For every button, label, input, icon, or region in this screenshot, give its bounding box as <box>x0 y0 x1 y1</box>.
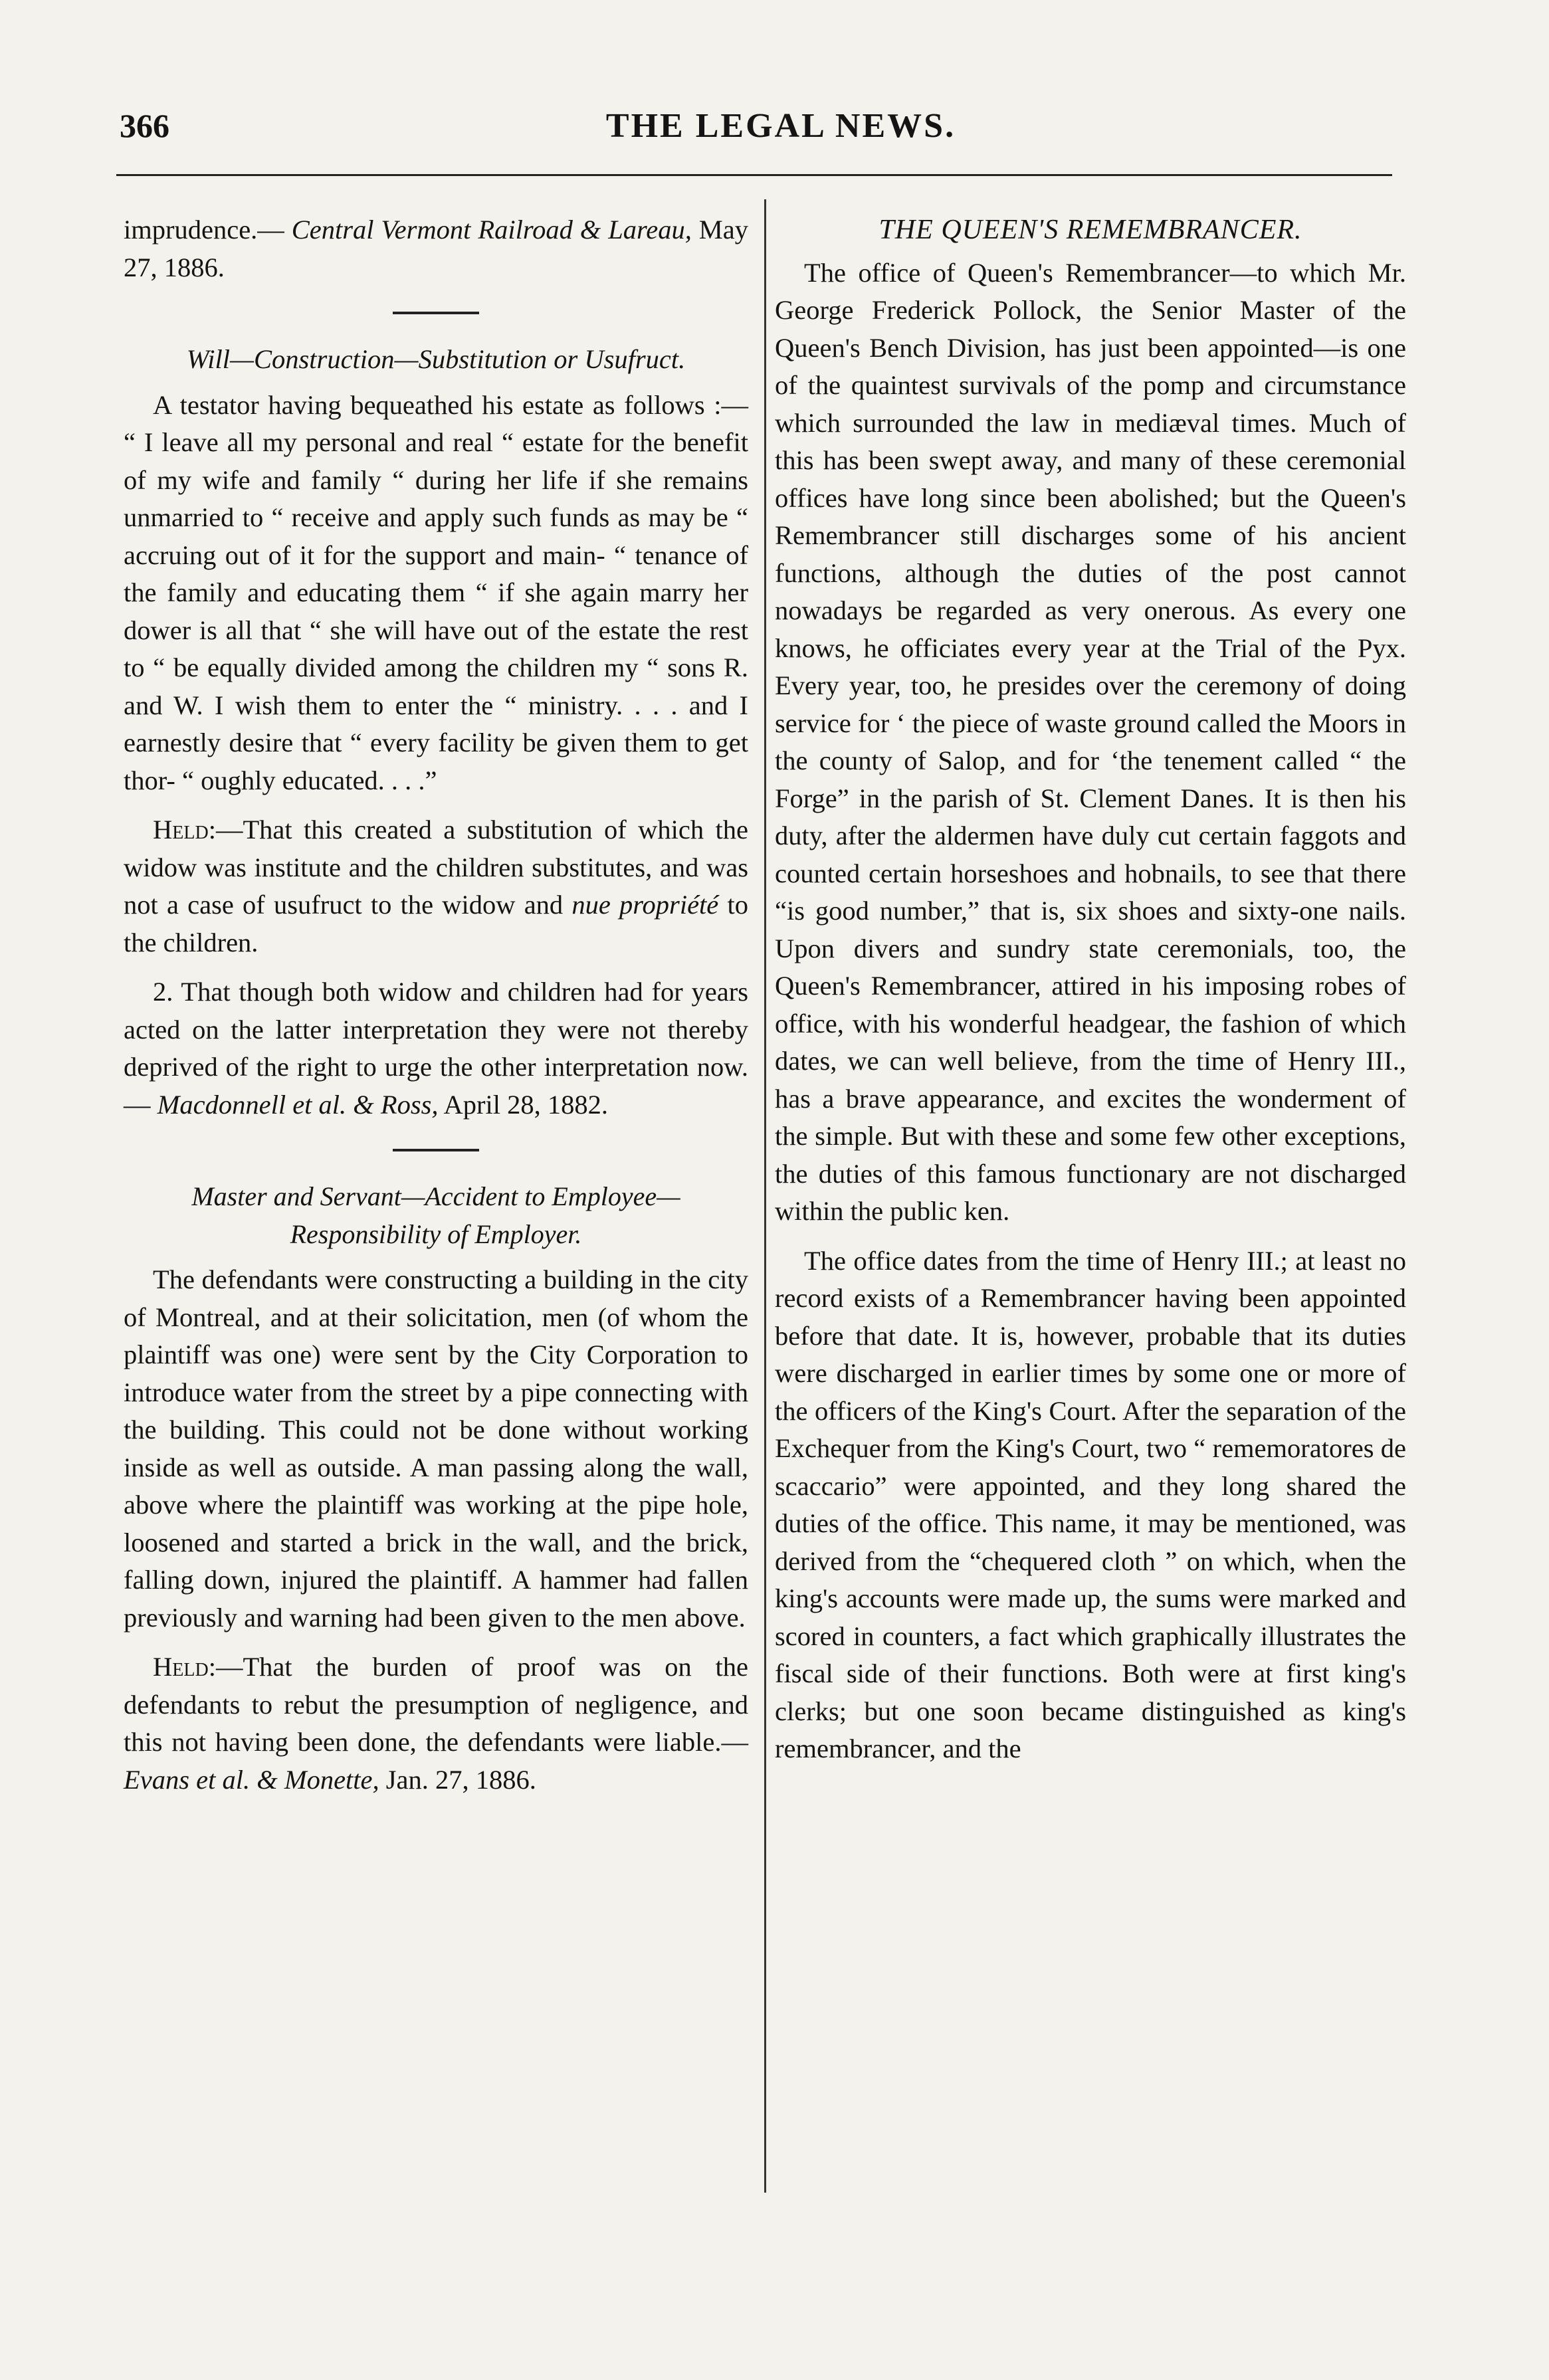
held-label: Held <box>153 1652 209 1682</box>
held-text: :—That this created a substitution of which the widow was institute and the children substitutes, and was not a case of usufruct to the widow and <box>124 815 748 920</box>
held-italic-term: nue propriété <box>571 890 719 920</box>
heading-line-2: Responsibility of Employer. <box>290 1219 582 1249</box>
case-facts: The defendants were constructing a building in the city of Montreal, and at their solicitation, men (of whom the plaintiff was one) were sent by the City Corporation to introduce water from the street by a pipe connecting with the building. This could not be done without working inside as well as outside. A man passing along the wall, above where the plaintiff was working at the pipe hole, loosened and started a brick in the wall, and the brick, falling down, injured the plaintiff. A hammer had fallen previously and warning had been given to the men above. <box>124 1264 748 1633</box>
case-date: April 28, 1882. <box>438 1089 608 1120</box>
held-text-end: to the children. <box>124 890 748 957</box>
case-text: imprudence.— <box>124 215 292 245</box>
held-label: Held <box>153 815 209 844</box>
held-text: :—That the burden of proof was on the defendants to rebut the presumption of negligence, and this not having been done, the defendants were liable.— <box>124 1652 748 1757</box>
header-rule <box>116 174 1392 176</box>
right-column <box>775 211 1406 1780</box>
page-number: 366 <box>120 107 169 144</box>
case-citation: Macdonnell et al. & Ross, <box>157 1089 439 1120</box>
case-date: May 27, 1886. <box>124 215 748 282</box>
left-column <box>124 211 748 1811</box>
article-title: THE QUEEN'S REMEMBRANCER. <box>878 215 1302 245</box>
article-paragraph-1: The office of Queen's Remembrancer—to which Mr. George Frederick Pollock, the Senior Master of the Queen's Bench Division, has just been appointed—is one of the quaintest survivals of the pomp and circumstance which surrounded the law in mediæval times. Much of this has been swept away, and many of these ceremonial offices have long since been abolished; but the Queen's Remembrancer still discharges some of his ancient functions, although the duties of the post cannot nowadays be regarded as very onerous. As every one knows, he officiates every year at the Trial of the Pyx. Every year, too, he presides over the ceremony of doing service for ‘ the piece of waste ground called the Moors in the county of Salop, and for ‘the tenement called “ the Forge” in the parish of St. Clement Danes. It is then his duty, after the aldermen have duly cut certain faggots and counted certain horseshoes and hobnails, to see that there “is good number,” that is, six shoes and sixty-one nails. Upon divers and sundry state ceremonials, too, the Queen's Remembrancer, attired in his imposing robes of office, with his wonderful headgear, the fashion of which dates, we can well believe, from the time of Henry III., has a brave appearance, and excites the wonderment of the simple. But with these and some few other exceptions, the duties of this famous functionary are not discharged within the public ken. <box>775 257 1406 1226</box>
page-header <box>120 106 1442 159</box>
case-date: Jan. 27, 1886. <box>379 1764 536 1795</box>
section-separator <box>393 312 479 314</box>
column-divider <box>764 199 766 2193</box>
case-facts: A testator having bequeathed his estate as follows :— “ I leave all my personal and real “ estate for the benefit of my wife and family “ during her life if she remains unmarried to “ receive and apply such funds as may be “ accruing out of it for the support and main- “ tenance of the family and educating them “ if she again marry her dower is all that “ she will have out of the estate the rest to “ be equally divided among the children my “ sons R. and W. I wish them to enter the “ ministry. . . . and I earnestly desire that “ every facility be given them to get thor- “ oughly educated. . . .” <box>124 389 748 795</box>
case-heading-will: Will—Construction—Substitution or Usufruct. <box>186 344 686 374</box>
case-citation: Central Vermont Railroad & Lareau, <box>291 215 692 245</box>
case-continuation <box>124 211 748 286</box>
case-heading-master-servant <box>124 1178 748 1253</box>
case-citation: Evans et al. & Monette, <box>124 1764 379 1795</box>
journal-title: THE LEGAL NEWS. <box>605 107 956 145</box>
heading-line-1: Master and Servant—Accident to Employee— <box>191 1181 680 1211</box>
section-separator <box>393 1149 479 1151</box>
case-point-2 <box>124 973 748 1124</box>
case-held <box>124 1648 748 1799</box>
case-held <box>124 811 748 961</box>
article-paragraph-2: The office dates from the time of Henry III.; at least no record exists of a Remembrancer having been appointed before that date. It is, however, probable that its duties were discharged in earlier times by some one or more of the officers of the King's Court. After the separation of the Exchequer from the King's Court, two “ rememoratores de scaccario” were appointed, and they long shared the duties of the office. This name, it may be mentioned, was derived from the “chequered cloth ” on which, when the king's accounts were made up, the sums were marked and scored in counters, a fact which graphically illustrates the fiscal side of their functions. Both were at first king's clerks; but one soon became distinguished as king's remembrancer, and the <box>775 1245 1406 1763</box>
point-text: 2. That though both widow and children had for years acted on the latter interpretation they were not thereby deprived of the right to urge the other interpretation now.— <box>124 977 748 1120</box>
